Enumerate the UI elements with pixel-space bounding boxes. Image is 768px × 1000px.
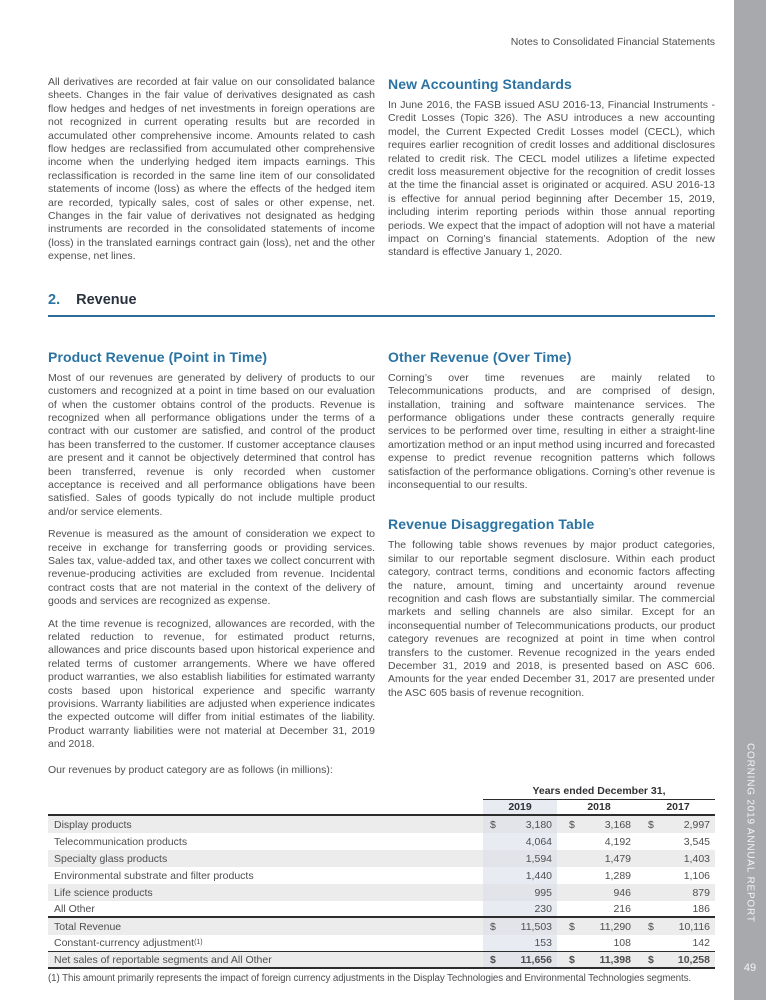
table-row <box>48 952 715 969</box>
dollar-sign: $ <box>569 818 575 831</box>
sidebar-report-title: CORNING 2019 ANNUAL REPORT <box>744 743 756 923</box>
table-row <box>48 867 715 884</box>
cell-value: 108 <box>613 937 631 950</box>
cell-value: 11,656 <box>520 953 552 966</box>
table-row <box>48 850 715 867</box>
value-cell <box>641 901 715 916</box>
value-cell <box>562 867 636 884</box>
document-header: Notes to Consolidated Financial Statements <box>510 36 715 48</box>
dollar-sign: $ <box>490 953 496 966</box>
revenue-section-title: Revenue <box>76 291 137 308</box>
cell-value: 4,192 <box>604 835 631 848</box>
cell-value: 3,168 <box>604 818 631 831</box>
value-cell <box>641 816 715 833</box>
revenue-table <box>48 785 715 969</box>
row-label: Specialty glass products <box>54 852 168 865</box>
report-sidebar <box>734 0 766 1000</box>
table-row <box>48 918 715 935</box>
years-row-spacer <box>48 800 483 814</box>
cell-value: 995 <box>534 886 552 899</box>
other-revenue-block <box>388 349 715 493</box>
table-span-header-row <box>48 785 715 800</box>
page-content <box>48 0 715 984</box>
value-cell <box>483 935 557 951</box>
revenue-two-column-row <box>48 349 715 777</box>
revenue-section-heading <box>48 292 715 317</box>
new-accounting-standards-body: In June 2016, the FASB issued ASU 2016-13, Financial Instruments - Credit Losses (Topic 326). The ASU introduces a new accounting model, the Current Expected Credit Losses model (CECL), which requires earlier recognition of credit losses and additional disclosures related to credit risk. The CECL model utilizes a lifetime expected credit loss measurement objective for the recognition of credit losses at the time the financial asset is originated or acquired. ASU 2016-13 is effective for annual period beginning after December 15, 2019, including interim reporting periods within those annual reporting periods. We expect that the impact of adoption will not have a material impact on Corning’s financial statements. Adoption of the new standard is effective January 1, 2020. <box>388 99 715 259</box>
top-two-column-row <box>48 76 715 264</box>
value-cell <box>641 935 715 951</box>
other-revenue-body: Corning’s over time revenues are mainly related to Telecommunications products, and are comprised of design, installation, training and software maintenance services. The performance obligations under these contracts generally require services to be performed over time, resulting in either a straight-line amortization method or an input method using incurred and forecasted expense to predict revenue recognition patterns which follows satisfaction of the performance obligations. Corning’s other revenue is inconsequential to our results. <box>388 371 715 491</box>
cell-value: 1,106 <box>683 869 710 882</box>
row-label: Net sales of reportable segments and All Other <box>54 953 272 966</box>
table-row <box>48 901 715 918</box>
dollar-sign: $ <box>648 818 654 831</box>
value-cell <box>562 952 636 967</box>
cell-value: 1,289 <box>604 869 631 882</box>
disaggregation-heading: Revenue Disaggregation Table <box>388 516 595 533</box>
value-cell <box>562 918 636 935</box>
value-cell <box>483 816 557 833</box>
value-cell <box>562 935 636 951</box>
row-label: Environmental substrate and filter products <box>54 869 254 882</box>
cell-value: 3,180 <box>525 818 552 831</box>
product-revenue-column <box>48 349 375 777</box>
cell-value: 142 <box>692 937 710 950</box>
cell-value: 10,258 <box>677 953 710 966</box>
cell-value: 216 <box>613 902 631 915</box>
cell-value: 946 <box>613 886 631 899</box>
product-revenue-heading: Product Revenue (Point in Time) <box>48 348 268 365</box>
revenue-section-number: 2. <box>48 291 61 308</box>
table-row <box>48 816 715 833</box>
table-row <box>48 935 715 952</box>
row-label: Display products <box>54 818 132 831</box>
cell-value: 11,290 <box>599 920 631 933</box>
cell-value: 11,398 <box>599 953 631 966</box>
row-label: Constant-currency adjustment (1) <box>54 937 203 950</box>
cell-value: 4,064 <box>525 835 552 848</box>
value-cell <box>562 850 636 867</box>
value-cell <box>483 833 557 850</box>
table-years-row <box>48 800 715 816</box>
page-number: 49 <box>743 962 757 974</box>
dollar-sign: $ <box>490 818 496 831</box>
value-cell <box>483 850 557 867</box>
row-label: Life science products <box>54 886 153 899</box>
product-revenue-paragraph: Most of our revenues are generated by delivery of products to our customers and recognized at a point in time based on our evaluation of when the customer obtains control of the products. Revenue is recognized when all performance obligations under the terms of a contract with our customer are satisfied, and control of the product has been transferred to the customer. If customer acceptance clauses are present and it cannot be objectively determined that control has been transferred, revenue is only recorded when customer acceptance is received and all performance obligations have been satisfied. Sales of goods typically do not include multiple product and/or service elements. <box>48 371 375 518</box>
cell-value: 10,116 <box>678 920 710 933</box>
year-column-header: 2018 <box>587 801 611 814</box>
cell-value: 1,403 <box>683 852 710 865</box>
new-accounting-standards-column <box>388 76 715 264</box>
dollar-sign: $ <box>648 920 654 933</box>
product-revenue-paragraph: At the time revenue is recognized, allowances are recorded, with the related reduction to revenue, for estimated product returns, allowances and price discounts based upon historical experience and related terms of customer arrangements. Where we have offered product warranties, we also establish liabilities for estimated warranty costs based upon historical experience and specific warranty provisions. Warranty liabilities are adjusted when experience indicates the expected outcome will differ from initial estimates of the liability. Product warranty liabilities were not material at December 31, 2019 and 2018. <box>48 617 375 751</box>
value-cell <box>562 816 636 833</box>
value-cell <box>562 884 636 901</box>
value-cell <box>641 867 715 884</box>
revenue-table-rows <box>48 816 715 969</box>
value-cell <box>641 918 715 935</box>
year-column-header: 2017 <box>666 801 690 814</box>
cell-value: 3,545 <box>683 835 710 848</box>
table-row <box>48 833 715 850</box>
value-cell <box>562 901 636 916</box>
cell-value: 1,440 <box>525 869 552 882</box>
value-cell <box>483 901 557 916</box>
derivatives-paragraph: All derivatives are recorded at fair value on our consolidated balance sheets. Changes in the fair value of derivatives designated as cash flow hedges and hedges of net investments in foreign operations are not recognized in current operating results but are recorded in accumulated other comprehensive income. Amounts related to cash flow hedges are reclassified from accumulated other comprehensive income when the underlying hedged item impacts earnings. This reclassification is recorded in the same line item of our consolidated statements of income (loss) as where the effects of the hedged item are recorded, typically sales, cost of sales or other expense, net. Changes in the fair value of derivatives not designated as hedging instruments are recorded in the consolidated statements of income (loss) in the translated earnings contract gain (loss), net and the other expense, net lines. <box>48 76 375 263</box>
table-span-header: Years ended December 31, <box>483 785 715 800</box>
cell-value: 2,997 <box>683 818 710 831</box>
value-cell <box>483 884 557 901</box>
cell-value: 11,503 <box>520 920 552 933</box>
row-label: All Other <box>54 902 95 915</box>
row-label: Telecommunication products <box>54 835 188 848</box>
table-intro: Our revenues by product category are as follows (in millions): <box>48 763 333 776</box>
new-accounting-standards-heading: New Accounting Standards <box>388 76 572 92</box>
value-cell <box>641 884 715 901</box>
product-revenue-paragraphs <box>48 372 375 752</box>
dollar-sign: $ <box>490 920 496 933</box>
value-cell <box>483 918 557 935</box>
value-cell <box>641 850 715 867</box>
derivatives-column <box>48 76 375 264</box>
disaggregation-body: The following table shows revenues by major product categories, similar to our reportable segment disclosure. Within each product category, contract terms, conditions and economic factors affecting the nature, amount, timing and uncertainty around revenue recognition and cash flows are substantially similar. The commercial markets and selling channels are also similar. Except for an inconsequential number of Telecommunications products, our product category revenues are recognized at point in time when control transfers to the customer. Revenue recognized in the years ended December 31, 2019 and 2018, is presented based on ASC 606. Amounts for the year ended December 31, 2017 are presented under the ASC 605 basis of revenue recognition. <box>388 539 715 699</box>
year-column-header: 2019 <box>483 800 557 814</box>
cell-value: 1,594 <box>525 852 552 865</box>
value-cell <box>641 833 715 850</box>
disaggregation-block <box>388 516 715 700</box>
cell-value: 879 <box>692 886 710 899</box>
table-row <box>48 884 715 901</box>
cell-value: 186 <box>692 902 710 915</box>
cell-value: 1,479 <box>604 852 631 865</box>
dollar-sign: $ <box>569 953 575 966</box>
row-label: Total Revenue <box>54 920 122 933</box>
value-cell <box>562 833 636 850</box>
cell-value: 230 <box>534 902 552 915</box>
value-cell <box>483 952 557 967</box>
cell-value: 153 <box>534 937 552 950</box>
dollar-sign: $ <box>569 920 575 933</box>
table-footnote: (1) This amount primarily represents the impact of foreign currency adjustments in the Display Technologies and Environmental Technologies segments. <box>48 973 692 985</box>
value-cell <box>483 867 557 884</box>
value-cell <box>641 952 715 967</box>
dollar-sign: $ <box>648 953 654 966</box>
other-revenue-heading: Other Revenue (Over Time) <box>388 348 572 365</box>
other-revenue-column <box>388 349 715 777</box>
product-revenue-paragraph: Revenue is measured as the amount of consideration we expect to receive in exchange for transferring goods or providing services. Sales tax, value-added tax, and other taxes we collect concurrent with revenue-producing activities are excluded from revenue. Incidental contract costs that are not material in the context of the delivery of goods and services are recognized as expense. <box>48 528 375 608</box>
